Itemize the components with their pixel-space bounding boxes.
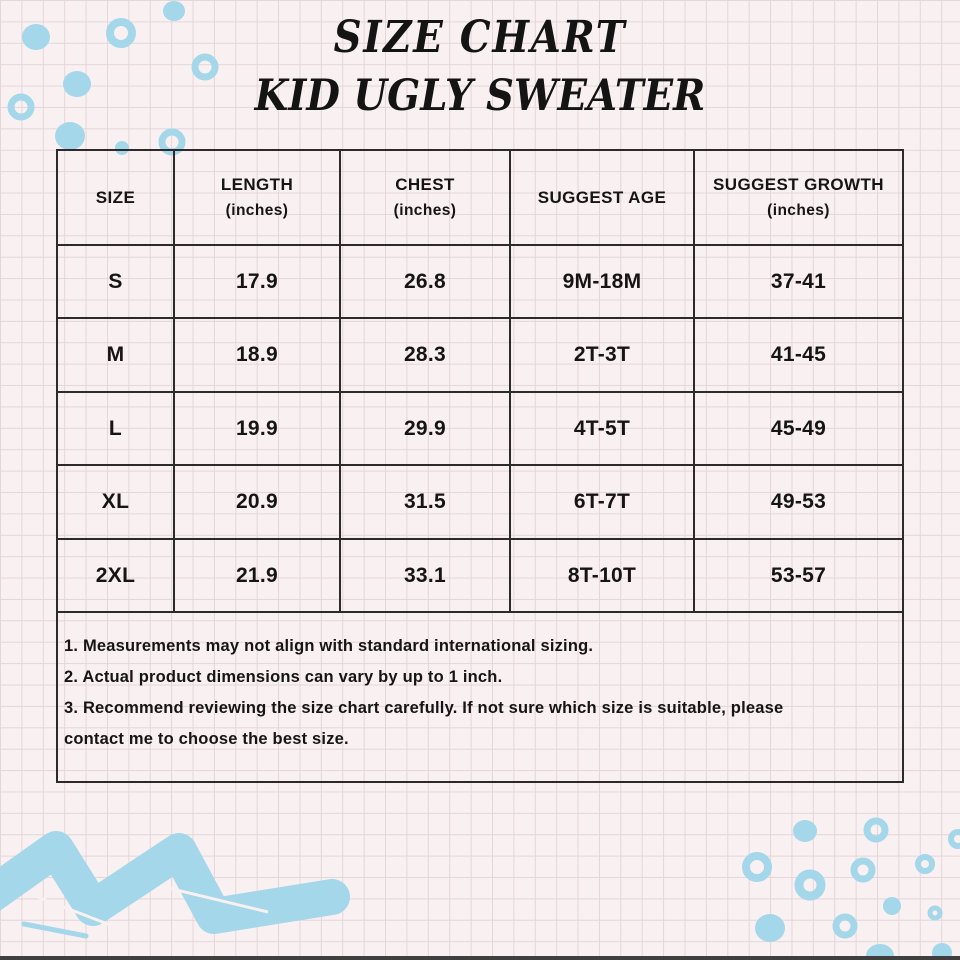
header-cell-length bbox=[175, 151, 341, 246]
blue-zigzag-brush-decoration bbox=[0, 849, 332, 936]
column-label: SIZE bbox=[95, 187, 136, 207]
header-cell-size bbox=[58, 151, 175, 246]
note-line: 1. Measurements may not align with standard international sizing. bbox=[64, 637, 594, 655]
page-title bbox=[0, 12, 960, 122]
chest-cell: 26.8 bbox=[341, 246, 511, 319]
blue-dots-bottom-right-decoration bbox=[746, 820, 960, 960]
column-label: SUGGEST AGE bbox=[537, 187, 667, 207]
bottom-edge-line bbox=[0, 956, 960, 960]
header-cell-suggest-age bbox=[511, 151, 695, 246]
chest-cell: 31.5 bbox=[341, 466, 511, 540]
growth-cell: 53-57 bbox=[695, 540, 902, 613]
age-cell: 4T-5T bbox=[511, 393, 695, 466]
length-cell: 17.9 bbox=[175, 246, 341, 319]
column-label: CHEST bbox=[395, 175, 455, 194]
length-cell: 18.9 bbox=[175, 319, 341, 393]
growth-cell: 49-53 bbox=[695, 466, 902, 540]
note-line: 2. Actual product dimensions can vary by up to 1 inch. bbox=[64, 668, 503, 686]
size-cell: M bbox=[58, 319, 175, 393]
size-cell: 2XL bbox=[58, 540, 175, 613]
chest-cell: 29.9 bbox=[341, 393, 511, 466]
chest-cell: 33.1 bbox=[341, 540, 511, 613]
growth-cell: 41-45 bbox=[695, 319, 902, 393]
header-cell-suggest-growth bbox=[695, 151, 902, 246]
size-cell: XL bbox=[58, 466, 175, 540]
column-unit: (inches) bbox=[225, 202, 289, 219]
age-cell: 6T-7T bbox=[511, 466, 695, 540]
age-cell: 9M-18M bbox=[511, 246, 695, 319]
growth-cell: 37-41 bbox=[695, 246, 902, 319]
size-notes bbox=[58, 613, 902, 781]
size-cell: L bbox=[58, 393, 175, 466]
size-cell: S bbox=[58, 246, 175, 319]
title-line-1: SIZE CHART bbox=[333, 12, 627, 63]
age-cell: 2T-3T bbox=[511, 319, 695, 393]
growth-cell: 45-49 bbox=[695, 393, 902, 466]
column-unit: (inches) bbox=[767, 202, 830, 219]
header-cell-chest bbox=[341, 151, 511, 246]
age-cell: 8T-10T bbox=[511, 540, 695, 613]
length-cell: 19.9 bbox=[175, 393, 341, 466]
length-cell: 21.9 bbox=[175, 540, 341, 613]
column-unit: (inches) bbox=[393, 202, 457, 219]
column-label: SUGGEST GROWTH bbox=[713, 175, 884, 194]
size-chart-table bbox=[56, 149, 904, 783]
column-label: LENGTH bbox=[220, 175, 294, 194]
length-cell: 20.9 bbox=[175, 466, 341, 540]
chest-cell: 28.3 bbox=[341, 319, 511, 393]
title-line-2: KID UGLY SWEATER bbox=[254, 71, 706, 121]
note-line: 3. Recommend reviewing the size chart carefully. If not sure which size is suitable, please contact me to choose the best size. bbox=[64, 699, 784, 748]
